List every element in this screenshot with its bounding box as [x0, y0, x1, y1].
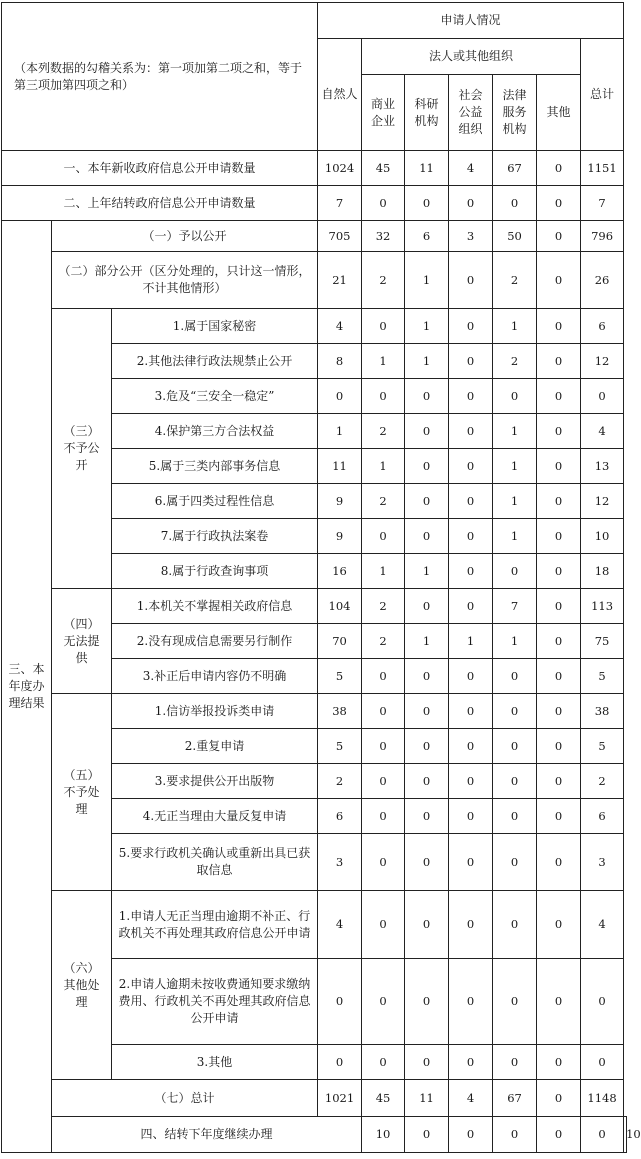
cell-value: 13: [581, 449, 624, 484]
cell-value: 75: [581, 624, 624, 659]
cell-value: 3: [581, 834, 624, 891]
cell-value: 0: [537, 589, 581, 624]
cell-value: 0: [362, 959, 405, 1045]
cell-value: 0: [318, 379, 362, 414]
cell-value: 0: [537, 959, 581, 1045]
cell-value: 0: [581, 379, 624, 414]
cell-value: 18: [581, 554, 624, 589]
cell-value: 4: [449, 1080, 493, 1117]
cell-value: 1: [405, 252, 449, 309]
section-3-label: 三、本年度办理结果: [2, 221, 52, 1153]
table-row: [2, 1117, 627, 1153]
cell-value: 0: [405, 659, 449, 694]
cell-value: 1: [493, 484, 537, 519]
cell-value: 10: [624, 1117, 627, 1153]
cell-value: 70: [318, 624, 362, 659]
cell-value: 1: [449, 624, 493, 659]
cell-value: 0: [537, 344, 581, 379]
cell-value: 5: [581, 729, 624, 764]
cell-value: 4: [318, 309, 362, 344]
table-row: [2, 891, 627, 959]
cell-value: 1: [493, 624, 537, 659]
row-label: （一）予以公开: [52, 221, 318, 252]
cell-value: 0: [449, 834, 493, 891]
cell-value: 1: [362, 344, 405, 379]
group-3-label: （三）不予公开: [52, 309, 112, 589]
cell-value: 0: [405, 891, 449, 959]
header-applicant-group: 申请人情况: [318, 3, 624, 39]
cell-value: 0: [405, 519, 449, 554]
cell-value: 0: [318, 1045, 362, 1080]
row-label: 2.申请人逾期未按收费通知要求缴纳费用、行政机关不再处理其政府信息公开申请: [112, 959, 318, 1045]
cell-value: 8: [318, 344, 362, 379]
cell-value: 0: [537, 379, 581, 414]
cell-value: 2: [362, 484, 405, 519]
cell-value: 0: [449, 891, 493, 959]
cell-value: 3: [318, 834, 362, 891]
row-label: 6.属于四类过程性信息: [112, 484, 318, 519]
cell-value: 0: [449, 589, 493, 624]
cell-value: 5: [318, 729, 362, 764]
cell-value: 50: [493, 221, 537, 252]
cell-value: 11: [405, 151, 449, 186]
header-legal-group: 法人或其他组织: [362, 39, 581, 75]
cell-value: 0: [537, 151, 581, 186]
cell-value: 104: [318, 589, 362, 624]
cell-value: 0: [405, 1117, 449, 1153]
row-label: 二、上年结转政府信息公开申请数量: [2, 186, 318, 221]
cell-value: 0: [581, 1045, 624, 1080]
cell-value: 0: [537, 659, 581, 694]
group-4-label: （四）无法提供: [52, 589, 112, 694]
cell-value: 0: [362, 186, 405, 221]
row-label: 3.要求提供公开出版物: [112, 764, 318, 799]
cell-value: 21: [318, 252, 362, 309]
cell-value: 67: [493, 1080, 537, 1117]
cell-value: 12: [581, 344, 624, 379]
cell-value: 0: [537, 1045, 581, 1080]
cell-value: 38: [318, 694, 362, 729]
cell-value: 10: [581, 519, 624, 554]
cell-value: 6: [581, 309, 624, 344]
cell-value: 0: [493, 554, 537, 589]
cell-value: 0: [449, 764, 493, 799]
cell-value: 0: [493, 891, 537, 959]
cell-value: 1: [405, 554, 449, 589]
cell-value: 0: [449, 729, 493, 764]
cell-value: 45: [362, 151, 405, 186]
cell-value: 0: [405, 379, 449, 414]
row-label: 2.其他法律行政法规禁止公开: [112, 344, 318, 379]
cell-value: 0: [537, 694, 581, 729]
cell-value: 0: [405, 414, 449, 449]
cell-value: 0: [405, 484, 449, 519]
cell-value: 0: [405, 959, 449, 1045]
row-label: 3.其他: [112, 1045, 318, 1080]
table-row: [2, 589, 627, 624]
cell-value: 2: [362, 589, 405, 624]
row-label: 1.本机关不掌握相关政府信息: [112, 589, 318, 624]
cell-value: 0: [581, 1117, 624, 1153]
cell-value: 67: [493, 151, 537, 186]
cell-value: 2: [362, 414, 405, 449]
cell-value: 2: [362, 624, 405, 659]
header-commercial: 商业企业: [362, 75, 405, 151]
row-label: 1.属于国家秘密: [112, 309, 318, 344]
cell-value: 0: [537, 799, 581, 834]
cell-value: 0: [405, 694, 449, 729]
header-public-welfare: 社会公益组织: [449, 75, 493, 151]
cell-value: 1024: [318, 151, 362, 186]
cell-value: 32: [362, 221, 405, 252]
cell-value: 1: [493, 449, 537, 484]
cell-value: 113: [581, 589, 624, 624]
row-label: 2.没有现成信息需要另行制作: [112, 624, 318, 659]
cell-value: 0: [449, 344, 493, 379]
cell-value: 0: [449, 519, 493, 554]
cell-value: 0: [405, 186, 449, 221]
cell-value: 1: [318, 414, 362, 449]
cell-value: 0: [449, 449, 493, 484]
row-label: 4.无正当理由大量反复申请: [112, 799, 318, 834]
cell-value: 0: [493, 834, 537, 891]
header-natural-person: 自然人: [318, 39, 362, 151]
cell-value: 0: [405, 799, 449, 834]
cell-value: 1: [493, 309, 537, 344]
cell-value: 1: [362, 449, 405, 484]
cell-value: 1: [362, 554, 405, 589]
cell-value: 0: [537, 554, 581, 589]
cell-value: 2: [581, 764, 624, 799]
cell-value: 0: [537, 1080, 581, 1117]
cell-value: 0: [449, 659, 493, 694]
cell-value: 7: [318, 186, 362, 221]
cell-value: 0: [537, 729, 581, 764]
cell-value: 0: [493, 729, 537, 764]
cell-value: 38: [581, 694, 624, 729]
header-legal-service: 法律服务机构: [493, 75, 537, 151]
cell-value: 0: [362, 764, 405, 799]
cell-value: 0: [405, 1045, 449, 1080]
cell-value: 2: [493, 344, 537, 379]
cell-value: 0: [537, 891, 581, 959]
group-5-label: （五）不予处理: [52, 694, 112, 891]
cell-value: 0: [493, 379, 537, 414]
cell-value: 11: [318, 449, 362, 484]
table-row: [2, 1080, 627, 1117]
cell-value: 0: [449, 799, 493, 834]
cell-value: 0: [493, 1045, 537, 1080]
row-label: 8.属于行政查询事项: [112, 554, 318, 589]
cell-value: 0: [362, 729, 405, 764]
cell-value: 0: [537, 624, 581, 659]
cell-value: 0: [537, 834, 581, 891]
cell-value: 9: [318, 484, 362, 519]
header-note: （本列数据的勾稽关系为：第一项加第二项之和，等于第三项加第四项之和）: [2, 3, 318, 151]
cell-value: 9: [318, 519, 362, 554]
row-label: 5.要求行政机关确认或重新出具已获取信息: [112, 834, 318, 891]
cell-value: 0: [449, 959, 493, 1045]
cell-value: 11: [405, 1080, 449, 1117]
cell-value: 0: [537, 449, 581, 484]
cell-value: 2: [362, 252, 405, 309]
cell-value: 6: [405, 221, 449, 252]
cell-value: 0: [493, 694, 537, 729]
cell-value: 1: [405, 309, 449, 344]
cell-value: 0: [449, 309, 493, 344]
row-label: （七）总计: [52, 1080, 318, 1117]
cell-value: 0: [449, 414, 493, 449]
row-label: 一、本年新收政府信息公开申请数量: [2, 151, 318, 186]
cell-value: 0: [405, 834, 449, 891]
cell-value: 7: [581, 186, 624, 221]
cell-value: 45: [362, 1080, 405, 1117]
cell-value: 0: [537, 186, 581, 221]
cell-value: 0: [362, 309, 405, 344]
cell-value: 1148: [581, 1080, 624, 1117]
cell-value: 0: [405, 449, 449, 484]
cell-value: 0: [537, 252, 581, 309]
header-other: 其他: [537, 75, 581, 151]
cell-value: 4: [581, 414, 624, 449]
cell-value: 7: [493, 589, 537, 624]
cell-value: 0: [493, 764, 537, 799]
cell-value: 12: [581, 484, 624, 519]
cell-value: 4: [449, 151, 493, 186]
cell-value: 1151: [581, 151, 624, 186]
cell-value: 1: [405, 344, 449, 379]
cell-value: 6: [581, 799, 624, 834]
cell-value: 0: [362, 694, 405, 729]
cell-value: 0: [449, 379, 493, 414]
table-row: [2, 252, 627, 309]
cell-value: 0: [449, 554, 493, 589]
header-research: 科研机构: [405, 75, 449, 151]
cell-value: 10: [362, 1117, 405, 1153]
cell-value: 0: [493, 799, 537, 834]
row-label: 7.属于行政执法案卷: [112, 519, 318, 554]
cell-value: 0: [362, 379, 405, 414]
cell-value: 0: [449, 1117, 493, 1153]
cell-value: 0: [537, 484, 581, 519]
cell-value: 4: [581, 891, 624, 959]
cell-value: 5: [581, 659, 624, 694]
table-row: [2, 221, 627, 252]
cell-value: 0: [362, 519, 405, 554]
cell-value: 4: [318, 891, 362, 959]
cell-value: 0: [405, 764, 449, 799]
cell-value: 2: [493, 252, 537, 309]
cell-value: 0: [493, 1117, 537, 1153]
cell-value: 0: [449, 1045, 493, 1080]
row-label: 3.危及“三安全一稳定”: [112, 379, 318, 414]
cell-value: 705: [318, 221, 362, 252]
cell-value: 0: [449, 484, 493, 519]
row-label: 5.属于三类内部事务信息: [112, 449, 318, 484]
cell-value: 0: [493, 959, 537, 1045]
cell-value: 0: [537, 1117, 581, 1153]
government-info-disclosure-table: [1, 2, 641, 1153]
cell-value: 1021: [318, 1080, 362, 1117]
row-label: 四、结转下年度继续办理: [52, 1117, 362, 1153]
row-label: （二）部分公开（区分处理的，只计这一情形，不计其他情形）: [52, 252, 318, 309]
cell-value: 0: [449, 694, 493, 729]
row-label: 1.信访举报投诉类申请: [112, 694, 318, 729]
table-row: [2, 186, 627, 221]
cell-value: 0: [362, 1045, 405, 1080]
cell-value: 0: [537, 764, 581, 799]
cell-value: 1: [493, 414, 537, 449]
cell-value: 0: [362, 799, 405, 834]
cell-value: 5: [318, 659, 362, 694]
row-label: 3.补正后申请内容仍不明确: [112, 659, 318, 694]
cell-value: 0: [405, 589, 449, 624]
cell-value: 0: [449, 252, 493, 309]
row-label: 1.申请人无正当理由逾期不补正、行政机关不再处理其政府信息公开申请: [112, 891, 318, 959]
cell-value: 0: [537, 519, 581, 554]
row-label: 4.保护第三方合法权益: [112, 414, 318, 449]
cell-value: 0: [362, 891, 405, 959]
table-row: [2, 309, 627, 344]
cell-value: 16: [318, 554, 362, 589]
table-row: [2, 694, 627, 729]
cell-value: 0: [362, 834, 405, 891]
cell-value: 0: [449, 186, 493, 221]
cell-value: 0: [537, 309, 581, 344]
cell-value: 1: [405, 624, 449, 659]
table-row: [2, 151, 627, 186]
cell-value: 0: [318, 959, 362, 1045]
cell-value: 796: [581, 221, 624, 252]
cell-value: 26: [581, 252, 624, 309]
header-total: 总计: [581, 39, 624, 151]
cell-value: 2: [318, 764, 362, 799]
cell-value: 1: [493, 519, 537, 554]
cell-value: 0: [537, 221, 581, 252]
cell-value: 0: [362, 659, 405, 694]
cell-value: 0: [493, 659, 537, 694]
cell-value: 3: [449, 221, 493, 252]
cell-value: 0: [493, 186, 537, 221]
cell-value: 0: [405, 729, 449, 764]
cell-value: 0: [581, 959, 624, 1045]
cell-value: 0: [537, 414, 581, 449]
group-6-label: （六）其他处理: [52, 891, 112, 1080]
row-label: 2.重复申请: [112, 729, 318, 764]
cell-value: 6: [318, 799, 362, 834]
